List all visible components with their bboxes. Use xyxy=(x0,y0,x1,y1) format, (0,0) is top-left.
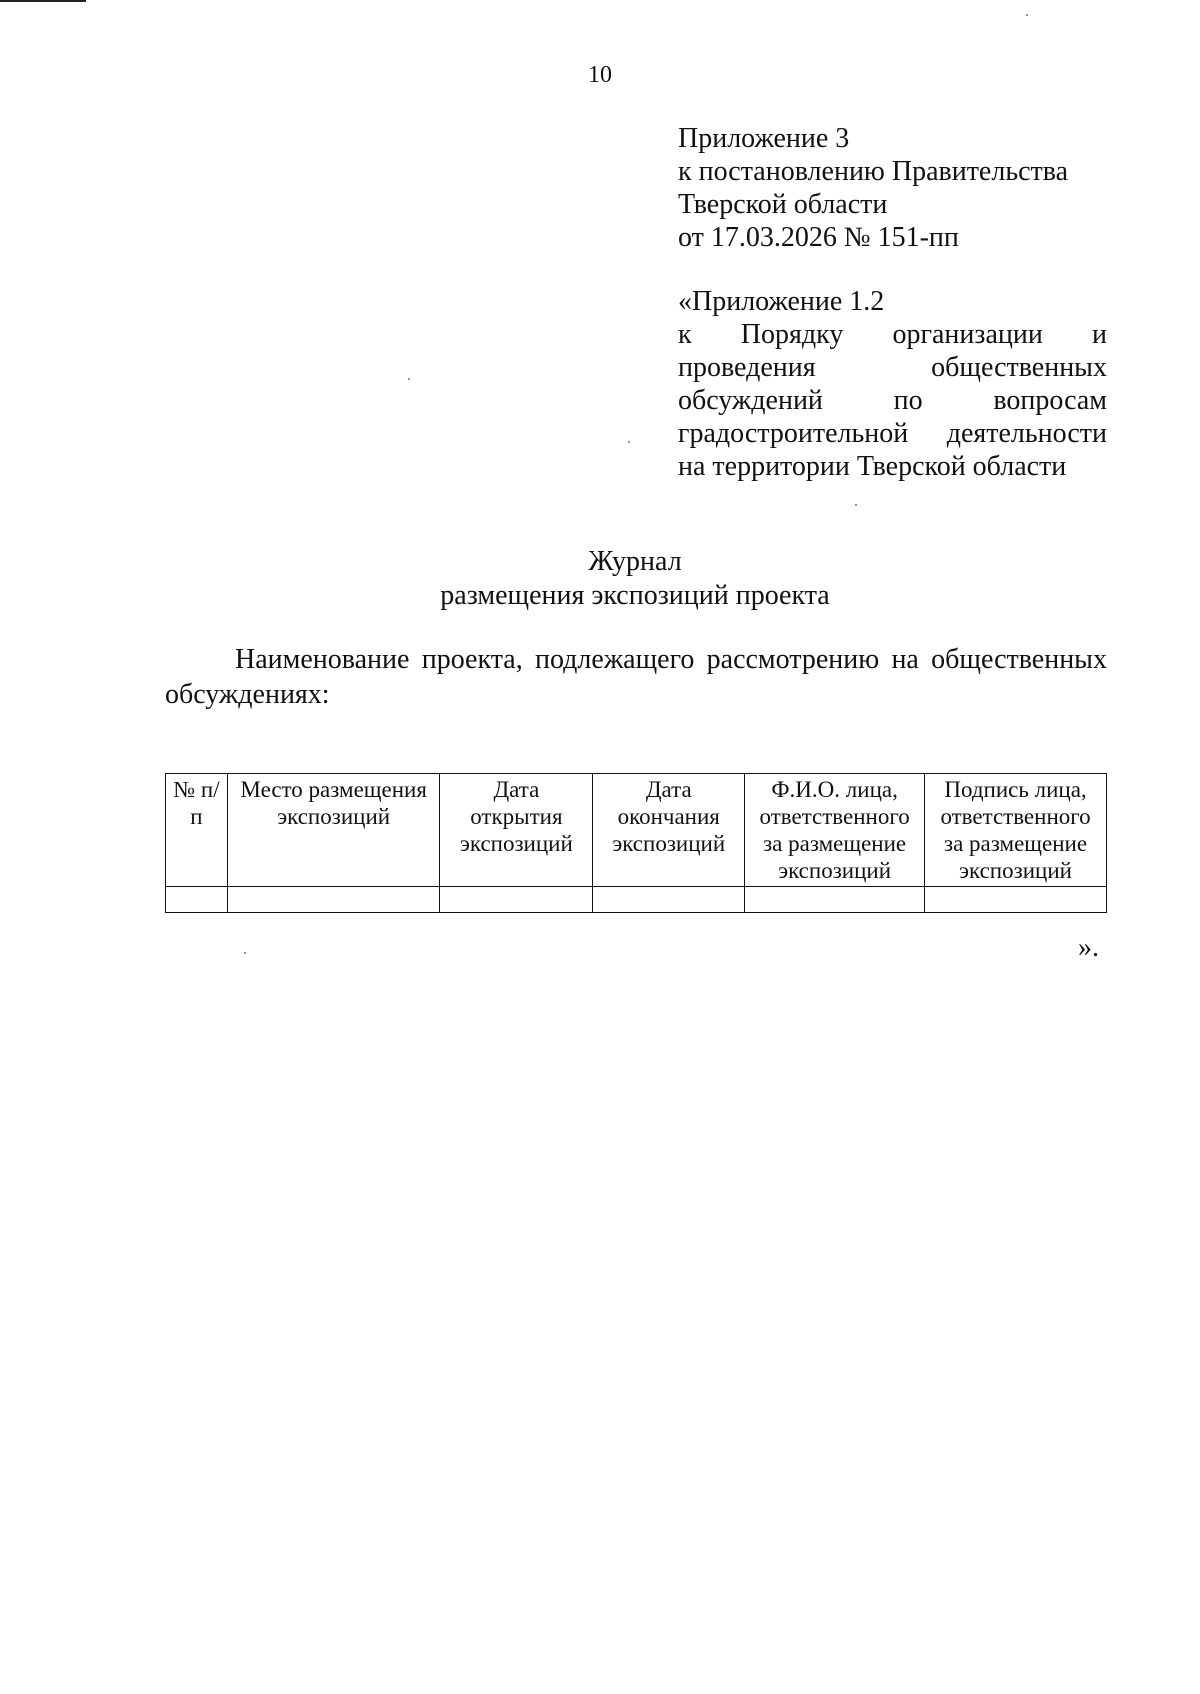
scan-speck xyxy=(1026,14,1028,16)
header-open-date: Дата открытия экспозиций xyxy=(440,774,593,887)
scan-speck xyxy=(408,378,410,380)
appendix-1-2-body: к Порядку организации и проведения общественных обсуждений по вопросам градостроительной деятельности на территории Тверской области xyxy=(678,319,1107,482)
scan-speck xyxy=(628,441,630,443)
exposition-journal-table xyxy=(165,773,1107,913)
table-cell xyxy=(593,887,745,913)
table-row xyxy=(166,887,1107,913)
table-cell xyxy=(745,887,925,913)
project-name-label: Наименование проекта, подлежащего рассмотрению на общественных обсуждениях: xyxy=(165,644,1107,710)
appendix-1-2-header xyxy=(678,285,1107,483)
scan-edge-mark xyxy=(0,0,86,2)
closing-quote-mark: ». xyxy=(1078,932,1099,963)
journal-title-line-2: размещения экспозиций проекта xyxy=(440,580,830,611)
header-responsible-signature: Подпись лица, ответственного за размещение экспозиций xyxy=(925,774,1107,887)
table-cell xyxy=(925,887,1107,913)
header-close-date: Дата окончания экспозиций xyxy=(593,774,745,887)
appendix-3-line: Приложение 3 xyxy=(678,123,850,154)
appendix-3-line: к постановлению Правительства xyxy=(678,156,1069,187)
appendix-1-2-title: «Приложение 1.2 xyxy=(678,286,885,317)
scan-speck xyxy=(244,952,246,954)
journal-title xyxy=(0,545,1200,613)
table-cell xyxy=(440,887,593,913)
table-header-row xyxy=(166,774,1107,887)
appendix-3-line: Тверской области xyxy=(678,189,888,220)
header-number: № п/п xyxy=(166,774,228,887)
appendix-3-line: от 17.03.2026 № 151-пп xyxy=(678,222,959,253)
journal-title-line-1: Журнал xyxy=(588,546,682,577)
header-location: Место размещения экспозиций xyxy=(227,774,440,887)
header-responsible-name: Ф.И.О. лица, ответственного за размещение экспозиций xyxy=(745,774,925,887)
table-cell xyxy=(166,887,228,913)
scan-speck xyxy=(855,504,857,506)
table-cell xyxy=(227,887,440,913)
appendix-3-header xyxy=(678,122,1118,254)
page-number: 10 xyxy=(588,62,612,88)
